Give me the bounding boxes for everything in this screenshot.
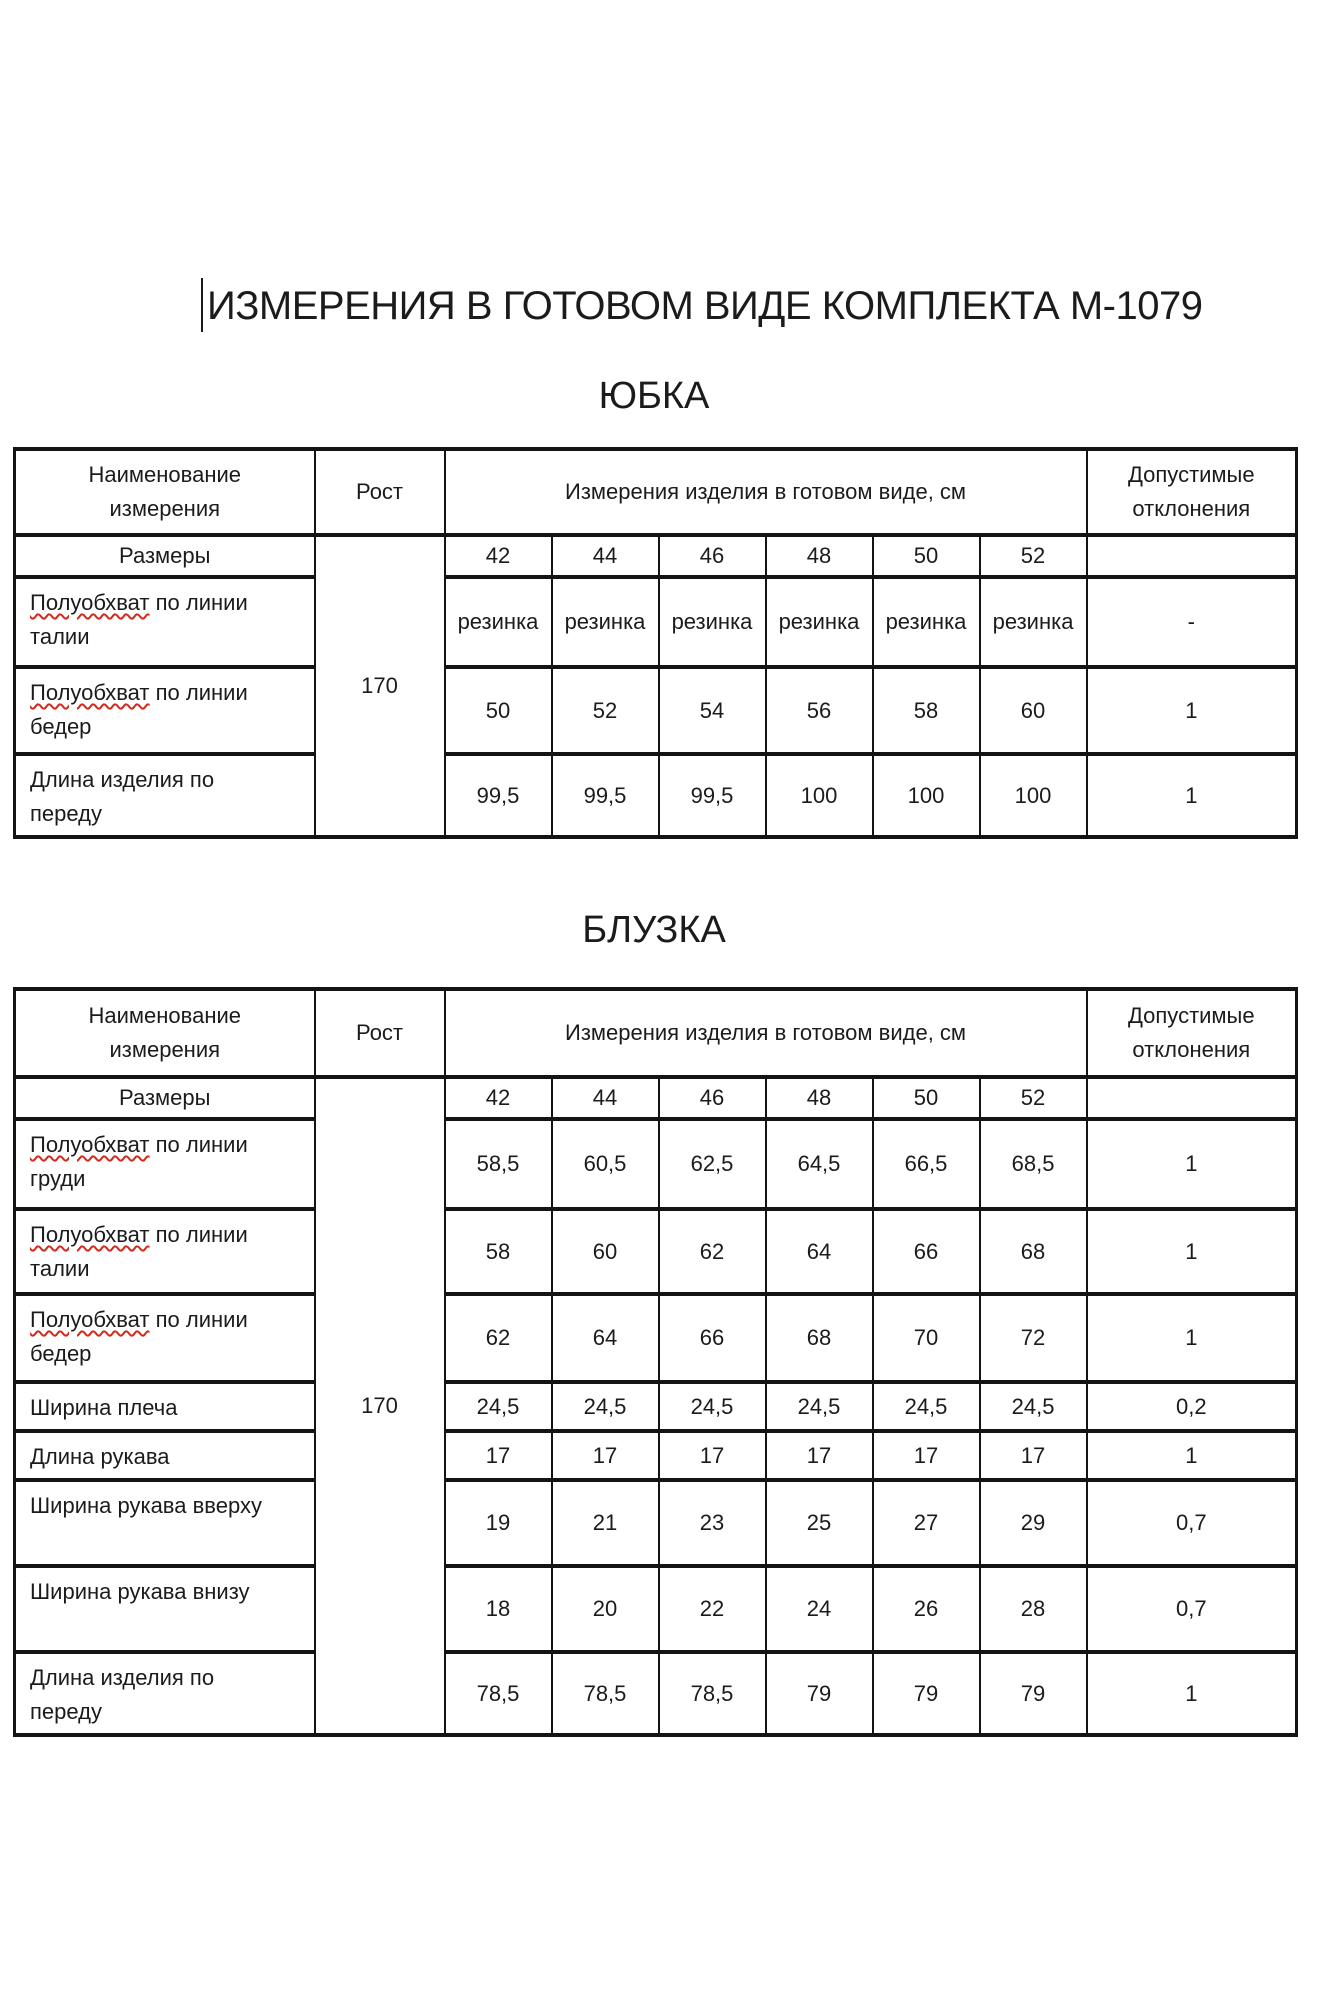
header-measurements-cell: Измерения изделия в готовом виде, см [445,449,1087,535]
value-cell: 62 [659,1209,766,1294]
value-cell: резинка [659,577,766,667]
value-cell: 100 [980,754,1087,837]
value-cell: 29 [980,1480,1087,1566]
value-cell: 60,5 [552,1119,659,1209]
header-tolerance-cell: Допустимые отклонения [1087,449,1297,535]
value-cell: 78,5 [659,1652,766,1735]
value-cell: 99,5 [659,754,766,837]
header-rost-cell: Рост [315,989,445,1077]
tolerance-cell: 1 [1087,1294,1297,1382]
value-cell: 66 [873,1209,980,1294]
size-cell: 46 [659,1077,766,1119]
size-cell: 48 [766,1077,873,1119]
tolerance-cell: 1 [1087,1209,1297,1294]
value-cell: 26 [873,1566,980,1652]
value-cell: 21 [552,1480,659,1566]
misspelled-word: Полуобхват [30,1307,150,1332]
skirt-table-container [13,447,1295,839]
measurement-row [15,577,1297,667]
label-text: по линии бедер [30,680,248,739]
value-cell: 78,5 [552,1652,659,1735]
measurement-row [15,1119,1297,1209]
sizes-label-cell: Размеры [15,535,315,577]
measurement-row [15,1480,1297,1566]
value-cell: 22 [659,1566,766,1652]
measurement-label-cell [15,1294,315,1382]
value-cell: 68,5 [980,1119,1087,1209]
measurement-label-cell [15,1652,315,1735]
section-title-blouse: БЛУЗКА [582,909,726,951]
value-cell: 100 [873,754,980,837]
header-tolerance-cell: Допустимые отклонения [1087,989,1297,1077]
value-cell: резинка [445,577,552,667]
label-text: по линии талии [30,1222,248,1281]
value-cell: 66 [659,1294,766,1382]
sizes-tolerance-cell [1087,535,1297,577]
sizes-row [15,535,1297,577]
value-cell: 56 [766,667,873,754]
value-cell: 23 [659,1480,766,1566]
value-cell: 24,5 [766,1382,873,1431]
value-cell: 24,5 [552,1382,659,1431]
measurement-label-cell [15,1382,315,1431]
size-cell: 46 [659,535,766,577]
label-text: по линии бедер [30,1307,248,1366]
misspelled-word: Полуобхват [30,680,150,705]
value-cell: 99,5 [445,754,552,837]
size-cell: 44 [552,1077,659,1119]
label-text: Ширина рукава внизу [30,1579,250,1604]
label-text: Ширина рукава вверху [30,1493,262,1518]
label-text: по линии талии [30,590,248,649]
value-cell: 20 [552,1566,659,1652]
value-cell: 64,5 [766,1119,873,1209]
value-cell: 72 [980,1294,1087,1382]
size-cell: 52 [980,535,1087,577]
size-cell: 50 [873,1077,980,1119]
tolerance-cell: 1 [1087,1119,1297,1209]
misspelled-word: Полуобхват [30,590,150,615]
document-title: ИЗМЕРЕНИЯ В ГОТОВОМ ВИДЕ КОМПЛЕКТА М-1079 [207,284,1203,328]
value-cell: 62 [445,1294,552,1382]
value-cell: 17 [980,1431,1087,1480]
value-cell: 58 [445,1209,552,1294]
value-cell: 64 [552,1294,659,1382]
value-cell: 24 [766,1566,873,1652]
measurement-row [15,1566,1297,1652]
value-cell: 68 [980,1209,1087,1294]
value-cell: 58 [873,667,980,754]
value-cell: 79 [766,1652,873,1735]
rost-value-cell: 170 [315,535,445,837]
label-text: Длина изделия по переду [30,1665,215,1724]
sizes-label-cell: Размеры [15,1077,315,1119]
measurement-label-cell [15,1566,315,1652]
tolerance-cell: 0,7 [1087,1480,1297,1566]
header-name-cell: Наименование измерения [15,989,315,1077]
value-cell: 52 [552,667,659,754]
section-title-skirt: ЮБКА [598,375,710,417]
value-cell: 17 [445,1431,552,1480]
label-text: Длина рукава [30,1444,170,1469]
value-cell: 50 [445,667,552,754]
value-cell: 58,5 [445,1119,552,1209]
label-text: Ширина плеча [30,1395,178,1420]
value-cell: 24,5 [445,1382,552,1431]
value-cell: 62,5 [659,1119,766,1209]
value-cell: 17 [659,1431,766,1480]
measurement-row [15,1431,1297,1480]
value-cell: 70 [873,1294,980,1382]
measurement-label-cell [15,1480,315,1566]
sizes-row [15,1077,1297,1119]
measurement-label-cell [15,577,315,667]
value-cell: 66,5 [873,1119,980,1209]
measurement-label-cell [15,667,315,754]
tolerance-cell: 1 [1087,1431,1297,1480]
header-name-cell: Наименование измерения [15,449,315,535]
tolerance-cell: 0,7 [1087,1566,1297,1652]
size-cell: 44 [552,535,659,577]
size-cell: 48 [766,535,873,577]
value-cell: 28 [980,1566,1087,1652]
value-cell: 17 [766,1431,873,1480]
value-cell: 99,5 [552,754,659,837]
measurement-row [15,754,1297,837]
blouse-table-container [13,987,1295,1737]
value-cell: резинка [766,577,873,667]
measurement-label-cell [15,754,315,837]
value-cell: 79 [873,1652,980,1735]
measurement-row [15,1382,1297,1431]
size-cell: 42 [445,1077,552,1119]
value-cell: 54 [659,667,766,754]
value-cell: 79 [980,1652,1087,1735]
measurement-label-cell [15,1209,315,1294]
misspelled-word: Полуобхват [30,1132,150,1157]
misspelled-word: Полуобхват [30,1222,150,1247]
sizes-tolerance-cell [1087,1077,1297,1119]
tolerance-cell: 0,2 [1087,1382,1297,1431]
value-cell: 60 [552,1209,659,1294]
value-cell: 100 [766,754,873,837]
value-cell: 27 [873,1480,980,1566]
rost-value-cell: 170 [315,1077,445,1735]
label-text: Длина изделия по переду [30,767,215,826]
value-cell: 19 [445,1480,552,1566]
value-cell: 60 [980,667,1087,754]
size-cell: 52 [980,1077,1087,1119]
label-text: по линии груди [30,1132,248,1191]
value-cell: 24,5 [659,1382,766,1431]
text-cursor [201,278,203,332]
value-cell: 78,5 [445,1652,552,1735]
value-cell: 64 [766,1209,873,1294]
header-measurements-cell: Измерения изделия в готовом виде, см [445,989,1087,1077]
value-cell: 25 [766,1480,873,1566]
measurements-table [13,987,1298,1737]
tolerance-cell: 1 [1087,667,1297,754]
measurement-label-cell [15,1119,315,1209]
measurement-label-cell [15,1431,315,1480]
table-header-row [15,449,1297,535]
value-cell: 24,5 [980,1382,1087,1431]
value-cell: 24,5 [873,1382,980,1431]
size-cell: 50 [873,535,980,577]
value-cell: 68 [766,1294,873,1382]
measurements-table [13,447,1298,839]
tolerance-cell: 1 [1087,1652,1297,1735]
measurement-row [15,1652,1297,1735]
header-rost-cell: Рост [315,449,445,535]
value-cell: резинка [980,577,1087,667]
measurement-row [15,1209,1297,1294]
measurement-row [15,667,1297,754]
value-cell: резинка [873,577,980,667]
size-cell: 42 [445,535,552,577]
tolerance-cell: - [1087,577,1297,667]
table-header-row [15,989,1297,1077]
tolerance-cell: 1 [1087,754,1297,837]
measurement-row [15,1294,1297,1382]
value-cell: 17 [873,1431,980,1480]
value-cell: резинка [552,577,659,667]
value-cell: 17 [552,1431,659,1480]
value-cell: 18 [445,1566,552,1652]
